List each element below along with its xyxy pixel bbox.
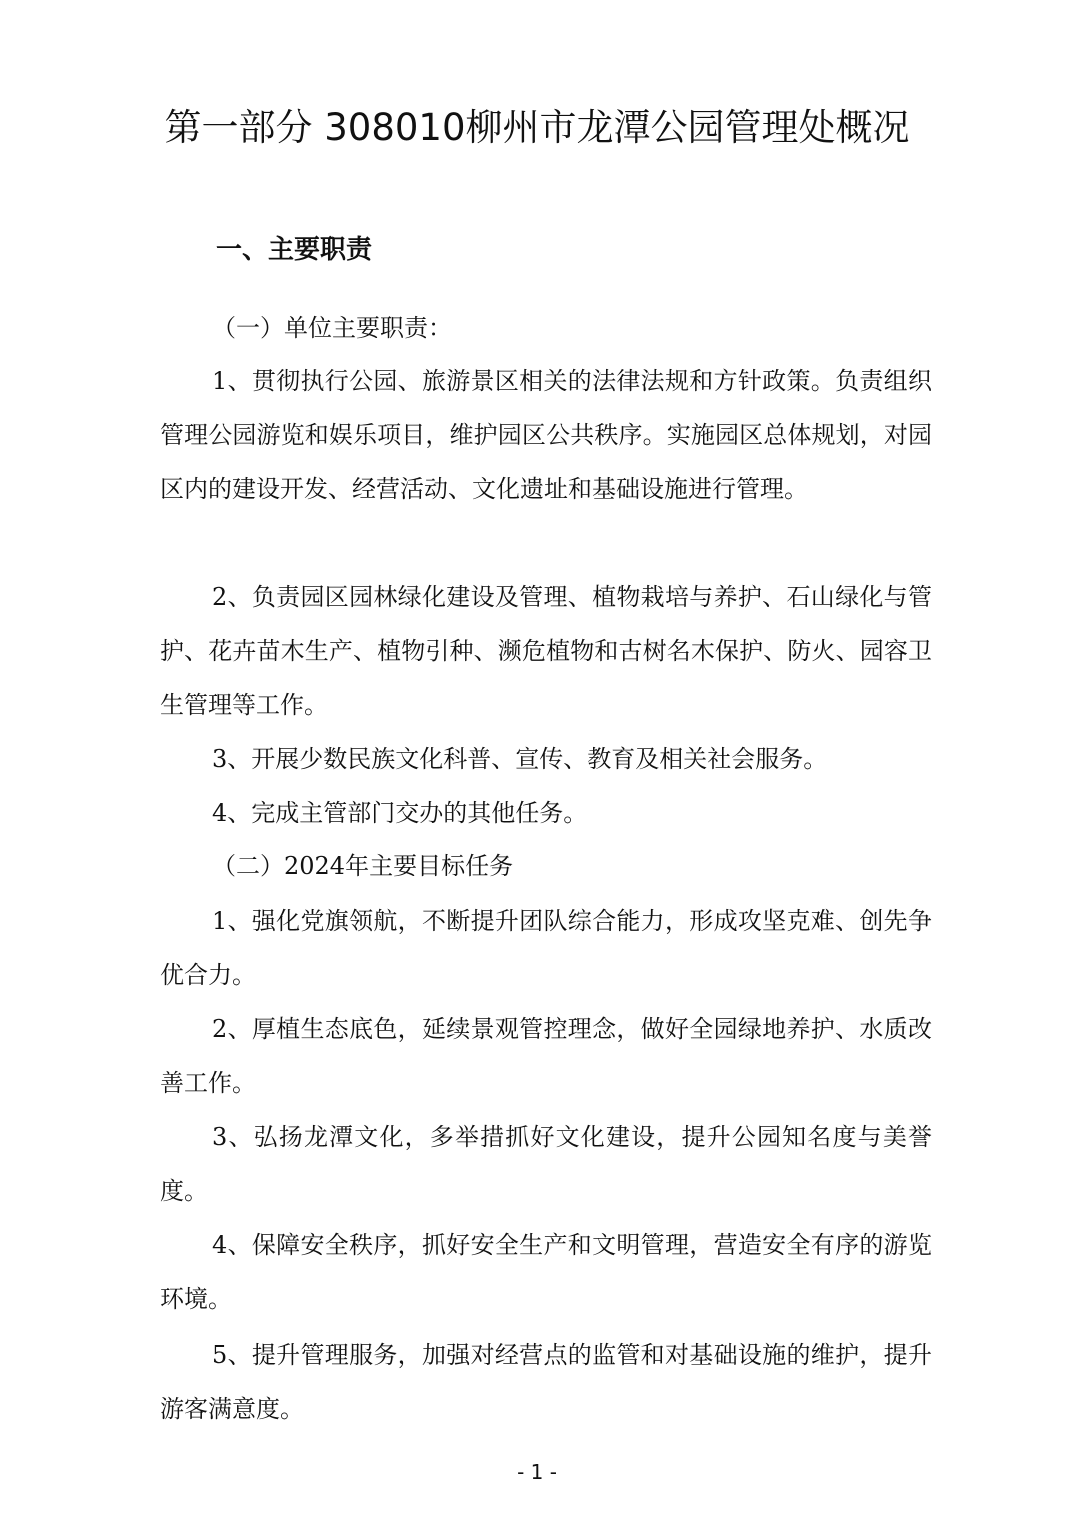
page-title: 第一部分 308010柳州市龙潭公园管理处概况 <box>164 106 910 149</box>
duty-item-4: 4、完成主管部门交办的其他任务。 <box>212 799 588 827</box>
duty-item-1: 1、贯彻执行公园、旅游景区相关的法律法规和方针政策。负责组织管理公园游览和娱乐项目，维护园区公共秩序。实施园区总体规划，对园区内的建设开发、经营活动、文化遗址和基础设施进行管理。 <box>160 367 932 503</box>
subsection-heading-duties: （一）单位主要职责： <box>212 314 452 342</box>
goal-item-5: 5、提升管理服务，加强对经营点的监管和对基础设施的维护，提升游客满意度。 <box>160 1341 932 1423</box>
goal-item-3: 3、弘扬龙潭文化，多举措抓好文化建设，提升公园知名度与美誉度。 <box>160 1123 932 1205</box>
page-number: - 1 - <box>517 1460 557 1484</box>
section-heading: 一、主要职责 <box>216 235 373 265</box>
subsection-heading-goals: （二）2024年主要目标任务 <box>212 852 514 880</box>
goal-item-4: 4、保障安全秩序，抓好安全生产和文明管理，营造安全有序的游览环境。 <box>160 1231 932 1313</box>
goal-item-1: 1、强化党旗领航，不断提升团队综合能力，形成攻坚克难、创先争优合力。 <box>160 907 932 989</box>
goal-item-2: 2、厚植生态底色，延续景观管控理念，做好全园绿地养护、水质改善工作。 <box>160 1015 932 1097</box>
duty-item-3: 3、开展少数民族文化科普、宣传、教育及相关社会服务。 <box>212 745 828 773</box>
duty-item-2: 2、负责园区园林绿化建设及管理、植物栽培与养护、石山绿化与管护、花卉苗木生产、植物引种、濒危植物和古树名木保护、防火、园容卫生管理等工作。 <box>160 583 932 719</box>
